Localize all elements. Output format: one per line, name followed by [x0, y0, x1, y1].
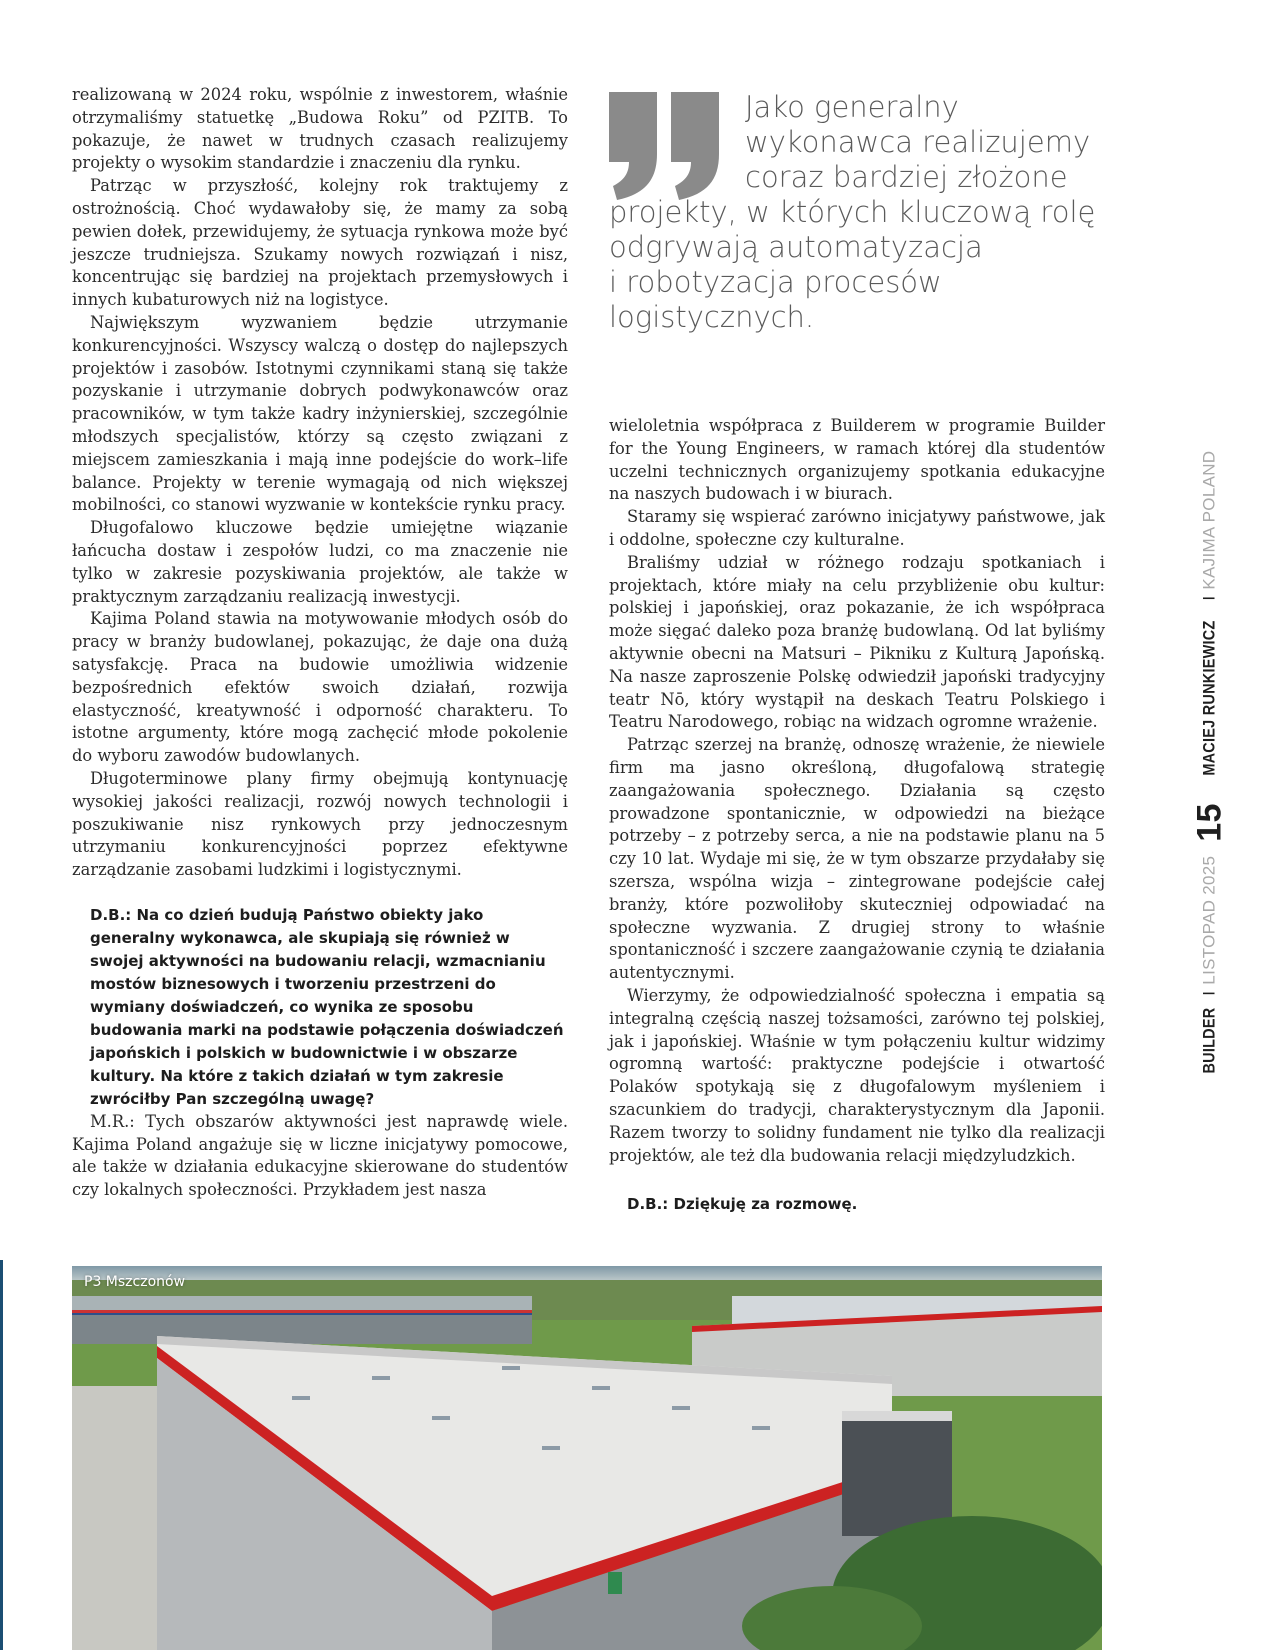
paragraph: Wierzymy, że odpowiedzialność społeczna i empatia są integralną częścią naszej tożsamości, zarówno tej polskiej, jak i japońskiej. Właśnie w tym połączeniu kultur widzimy ogromną wartość: praktyczne podejście i otwartość Polaków spotykają się z długofalowym myśleniem i szacunkiem do tradycji, charakterystycznym dla Japonii. Razem tworzy to solidny fundament nie tylko dla realizacji projektów, ale też dla budowania relacji międzyludzkich. [609, 985, 1105, 1165]
company-name: KAJIMA POLAND [1199, 450, 1219, 590]
separator: I [1199, 990, 1219, 996]
quote-mark-icon [609, 92, 725, 200]
paragraph: wieloletnia współpraca z Builderem w programie Builder for the Young Engineers, w ramach której dla studentów uczelni technicznych organizujemy spotkania edukacyjne na naszych budowach i w biurach. [609, 416, 1105, 504]
author-name: MACIEJ RUNKIEWICZ [1199, 620, 1219, 776]
paragraph: Braliśmy udział w różnego rodzaju spotkaniach i projektach, które miały na celu przybliżenie obu kultur: polskiej i japońskiej, oraz pokazanie, że ich współpraca może sięgać daleko poza branżę budowlaną. Od lat byliśmy aktywnie obecni na Matsuri – Pikniku z Kulturą Japońską. Na nasze zaproszenie Polskę odwiedził japoński tradycyjny teatr Nō, który wystąpił na deskach Teatru Polskiego i Teatru Narodowego, robiąc na widzach ogromne wrażenie. [609, 552, 1105, 732]
pull-quote-rest [609, 195, 1095, 335]
page-number: 15 [1190, 803, 1229, 842]
paragraph: Patrząc szerzej na branżę, odnoszę wrażenie, że niewiele firm ma jasno określoną, długofalową strategię zaangażowania społecznego. Działania są często prowadzone spontanicznie, w odpowiedzi na bieżące potrzeby – z potrzeby serca, a nie na podstawie planu na 5 czy 10 lat. Wydaje mi się, że w tym obszarze przydałaby się szersza, wspólna wizja – zintegrowane podejście całej branży, które pozwoliłoby skuteczniej odpowiadać na społeczne wyzwania. Z drugiej strony to właśnie spontaniczność i szczere zaangażowanie czynią te działania autentycznymi. [609, 735, 1105, 983]
pull-quote-line: odgrywają automatyzacja [609, 230, 983, 264]
pull-quote-line: Jako generalny [745, 90, 959, 124]
pull-quote-line: wykonawca realizujemy [745, 125, 1091, 159]
pull-quote-line: coraz bardziej złożone [745, 160, 1068, 194]
interview-answer: M.R.: Tych obszarów aktywności jest naprawdę wiele. Kajima Poland angażuje się w liczne inicjatywy pomocowe, ale także w działania edukacyjne skierowane do studentów czy lokalnych społeczności. Przykładem jest nasza [72, 1111, 568, 1200]
interview-question: D.B.: Na co dzień budują Państwo obiekty jako generalny wykonawca, ale skupiają się również w swojej aktywności na budowaniu relacji, wzmacnianiu mostów biznesowych i tworzeniu przestrzeni do wymiany doświadczeń, co wynika ze sposobu budowania marki na podstawie połączenia doświadczeń japońskich i polskich w budownictwie i w obszarze kultury. Na które z takich działań w tym zakresie zwróciłby Pan szczególną uwagę? [90, 905, 564, 1108]
paragraph: Długofalowo kluczowe będzie umiejętne wiązanie łańcucha dostaw i zespołów ludzi, co ma znaczenie nie tylko w zakresie pozyskiwania projektów, ale także w praktycznym zarządzaniu realizacją inwestycji. [72, 518, 568, 606]
right-column [609, 415, 1105, 1216]
paragraph: realizowaną w 2024 roku, wspólnie z inwestorem, właśnie otrzymaliśmy statuetkę „Budowa Roku” od PZITB. To pokazuje, że nawet w trudnych czasach realizujemy projekty o wysokim standardzie i znaczeniu dla rynku. [72, 85, 568, 173]
paragraph: Patrząc w przyszłość, kolejny rok traktujemy z ostrożnością. Choć wydawałoby się, że mamy za sobą pewien dołek, przewidujemy, że sytuacja rynkowa może być jeszcze trudniejsza. Szukamy nowych rozwiązań i nisz, koncentrując się bardziej na projektach przemysłowych i innych kubaturowych niż na logistyce. [72, 176, 568, 310]
paragraph: Kajima Poland stawia na motywowanie młodych osób do pracy w branży budowlanej, pokazując, że daje ona dużą satysfakcję. Praca na budowie umożliwia widzenie bezpośrednich efektów swoich działań, rozwija elastyczność, kreatywność i odporność charakteru. To istotne argumenty, które mogą zachęcić młode pokolenie do wyboru zawodów budowlanych. [72, 609, 568, 766]
separator: I [1199, 595, 1219, 601]
pull-quote-first [745, 90, 1125, 195]
warehouse-photo [72, 1266, 1102, 1650]
left-column [72, 84, 568, 1202]
warehouse-illustration [72, 1266, 1102, 1650]
issue-date: LISTOPAD 2025 [1199, 855, 1219, 985]
photo-caption: P3 Mszczonów [84, 1274, 186, 1290]
running-footer [1190, 450, 1230, 1074]
paragraph: Staramy się wspierać zarówno inicjatywy państwowe, jak i oddolne, społeczne czy kulturalne. [609, 507, 1105, 549]
pull-quote-line: i robotyzacja procesów [609, 265, 942, 299]
magazine-name: BUILDER [1199, 1007, 1219, 1074]
paragraph: Długoterminowe plany firmy obejmują kontynuację wysokiej jakości realizacji, rozwój nowych technologii i poszukiwanie nisz rynkowych przy jednoczesnym utrzymaniu konkurencyjności poprzez efektywne zarządzanie zasobami ludzkimi i logistycznymi. [72, 768, 568, 880]
pull-quote-line: logistycznych. [609, 300, 815, 334]
interview-closing: D.B.: Dziękuję za rozmowę. [627, 1195, 858, 1214]
pull-quote-line: projekty, w których kluczową rolę [609, 195, 1096, 229]
paragraph: Największym wyzwaniem będzie utrzymanie konkurencyjności. Wszyscy walczą o dostęp do najlepszych projektów i zasobów. Istotnymi czynnikami staną się także pozyskanie i utrzymanie dobrych podwykonawców oraz pracowników, w tym także kadry inżynierskiej, szczególnie młodszych specjalistów, którzy są często związani z miejscem zamieszkania i mają inne podejście do work–life balance. Projekty w terenie wymagają od nich większej mobilności, co stanowi wyzwanie w kontekście rynku pracy. [72, 312, 568, 515]
edge-decoration [0, 1260, 3, 1650]
